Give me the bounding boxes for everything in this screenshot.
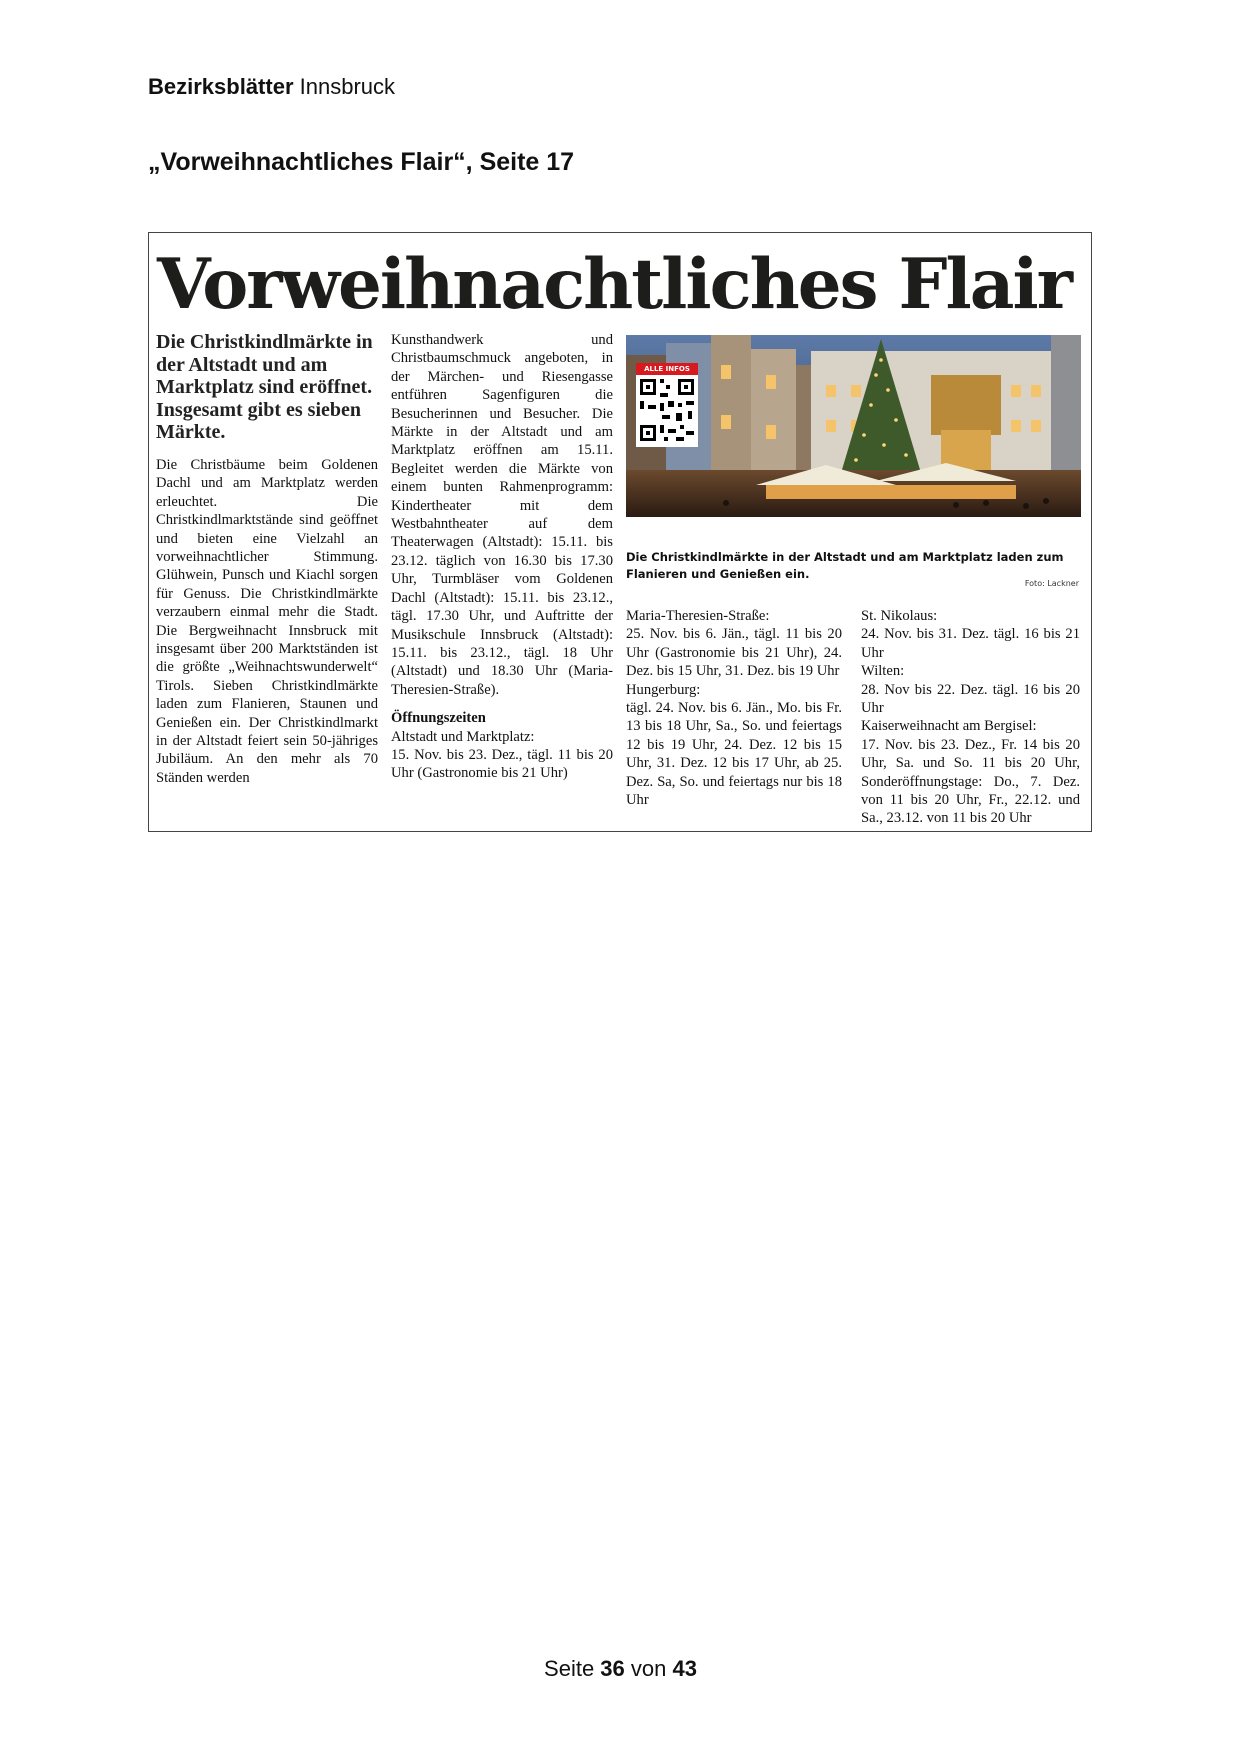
hours-label-bergisel: Kaiserweihnacht am Bergisel: — [861, 718, 1037, 735]
article-column-1 — [156, 331, 378, 787]
article-column-3 — [626, 607, 842, 809]
qr-pattern-icon — [636, 375, 698, 447]
hours-label-hungerburg: Hungerburg: — [626, 681, 701, 698]
article-body-2: Kunsthandwerk und Christbaumschmuck angeboten, in der Märchen- und Riesengasse entführen Sagenfiguren die Besucherinnen und Besucher. Die Märkte in der Altstadt und am Marktplatz eröffnen am 15.11. Begleitet werden die Märkte von einem bunten Rahmenprogramm: Kindertheater mit dem Westbahntheater auf dem Theaterwagen (Altstadt): 15.11. bis 23.12. täglich von 16.30 bis 17.30 Uhr, Turmbläser vom Goldenen Dachl (Altstadt): 15.11. bis 23.12., tägl. 17.30 Uhr, und Auftritte der Musikschule Innsbruck (Altstadt): 15.11. bis 23.12., tägl. 18 Uhr (Altstadt) und 18.30 Uhr (Maria-Theresien-Straße). — [391, 332, 613, 698]
article-column-4 — [861, 607, 1080, 828]
hours-text-wilten: 28. Nov bis 22. Dez. tägl. 16 bis 20 Uhr — [861, 681, 1080, 717]
document-title: „Vorweihnachtliches Flair“, Seite 17 — [148, 148, 575, 176]
hours-label-wilten: Wilten: — [861, 663, 905, 680]
publication-name — [148, 74, 395, 100]
article-body-1: Die Christbäume beim Goldenen Dachl und am Marktplatz werden erleuchtet. Die Christkindlmarktstände sind geöffnet und bieten eine Vielzahl an vorweihnachtlicher Stimmung. Glühwein, Punsch und Kiachl sorgen für Genuss. Die Christkindlmärkte verzaubern einmal mehr die Stadt. Die Bergweihnacht Innsbruck mit insgesamt über 200 Marktständen ist die größte „Weihnachtswunderwelt“ Tirols. Sieben Christkindlmärkte laden zum Flanieren, Staunen und Genießen ein. Der Christkindlmarkt in der Altstadt feiert sein 50-jähriges Jubiläum. An den mehr als 70 Ständen werden — [156, 456, 378, 786]
hours-text-maria-theresien: 25. Nov. bis 6. Jän., tägl. 11 bis 20 Uhr (Gastronomie bis 21 Uhr), 24. Dez. bis 15 Uhr, 31. Dez. bis 19 Uhr — [626, 626, 842, 680]
hours-label-maria-theresien: Maria-Theresien-Straße: — [626, 608, 770, 624]
hours-text-bergisel: 17. Nov. bis 23. Dez., Fr. 14 bis 20 Uhr, Sa. und So. 11 bis 20 Uhr, Sonderöffnungstage: Do., 7. Dez. von 11 bis 20 Uhr, Fr., 22.12. und Sa., 23.12. von 11 bis 20 Uhr — [861, 736, 1080, 827]
article-lead: Die Christkindlmärkte in der Altstadt und am Marktplatz sind eröffnet. Insgesamt gibt es sieben Märkte. — [156, 331, 373, 444]
newspaper-clipping — [148, 232, 1092, 832]
qr-label: ALLE INFOS — [636, 363, 698, 375]
footer-total-pages: 43 — [672, 1656, 697, 1681]
christmas-market-photo — [626, 335, 1081, 517]
hours-label-altstadt: Altstadt und Marktplatz: — [391, 728, 535, 745]
footer-prefix: Seite — [544, 1656, 601, 1681]
page-footer — [0, 1656, 1241, 1682]
publication-bold: Bezirksblätter — [148, 74, 294, 99]
hours-text-hungerburg: tägl. 24. Nov. bis 6. Jän., Mo. bis Fr. 13 bis 18 Uhr, Sa., So. und feiertags 12 bis 19 Uhr, 24. Dez. 12 bis 15 Uhr, 31. Dez. 12 bis 17 Uhr, ab 25. Dez. Sa, So. und feiertags nur bis 18 Uhr — [626, 700, 842, 809]
hours-text-st-nikolaus: 24. Nov. bis 31. Dez. tägl. 16 bis 21 Uhr — [861, 626, 1080, 661]
article-column-2 — [391, 331, 613, 783]
photo-credit: Foto: Lackner — [1024, 579, 1079, 588]
publication-city: Innsbruck — [293, 74, 396, 99]
article-headline: Vorweihnachtliches Flair — [157, 244, 1072, 325]
hours-text-altstadt: 15. Nov. bis 23. Dez., tägl. 11 bis 20 Uhr (Gastronomie bis 21 Uhr) — [391, 746, 613, 782]
footer-mid: von — [624, 1656, 673, 1681]
photo-caption: Die Christkindlmärkte in der Altstadt und am Marktplatz laden zum Flanieren und Genießen ein. — [626, 550, 1064, 581]
footer-page-number: 36 — [600, 1656, 625, 1681]
opening-hours-heading: Öffnungszeiten — [391, 710, 486, 727]
qr-code[interactable] — [636, 363, 698, 447]
hours-label-st-nikolaus: St. Nikolaus: — [861, 608, 938, 624]
